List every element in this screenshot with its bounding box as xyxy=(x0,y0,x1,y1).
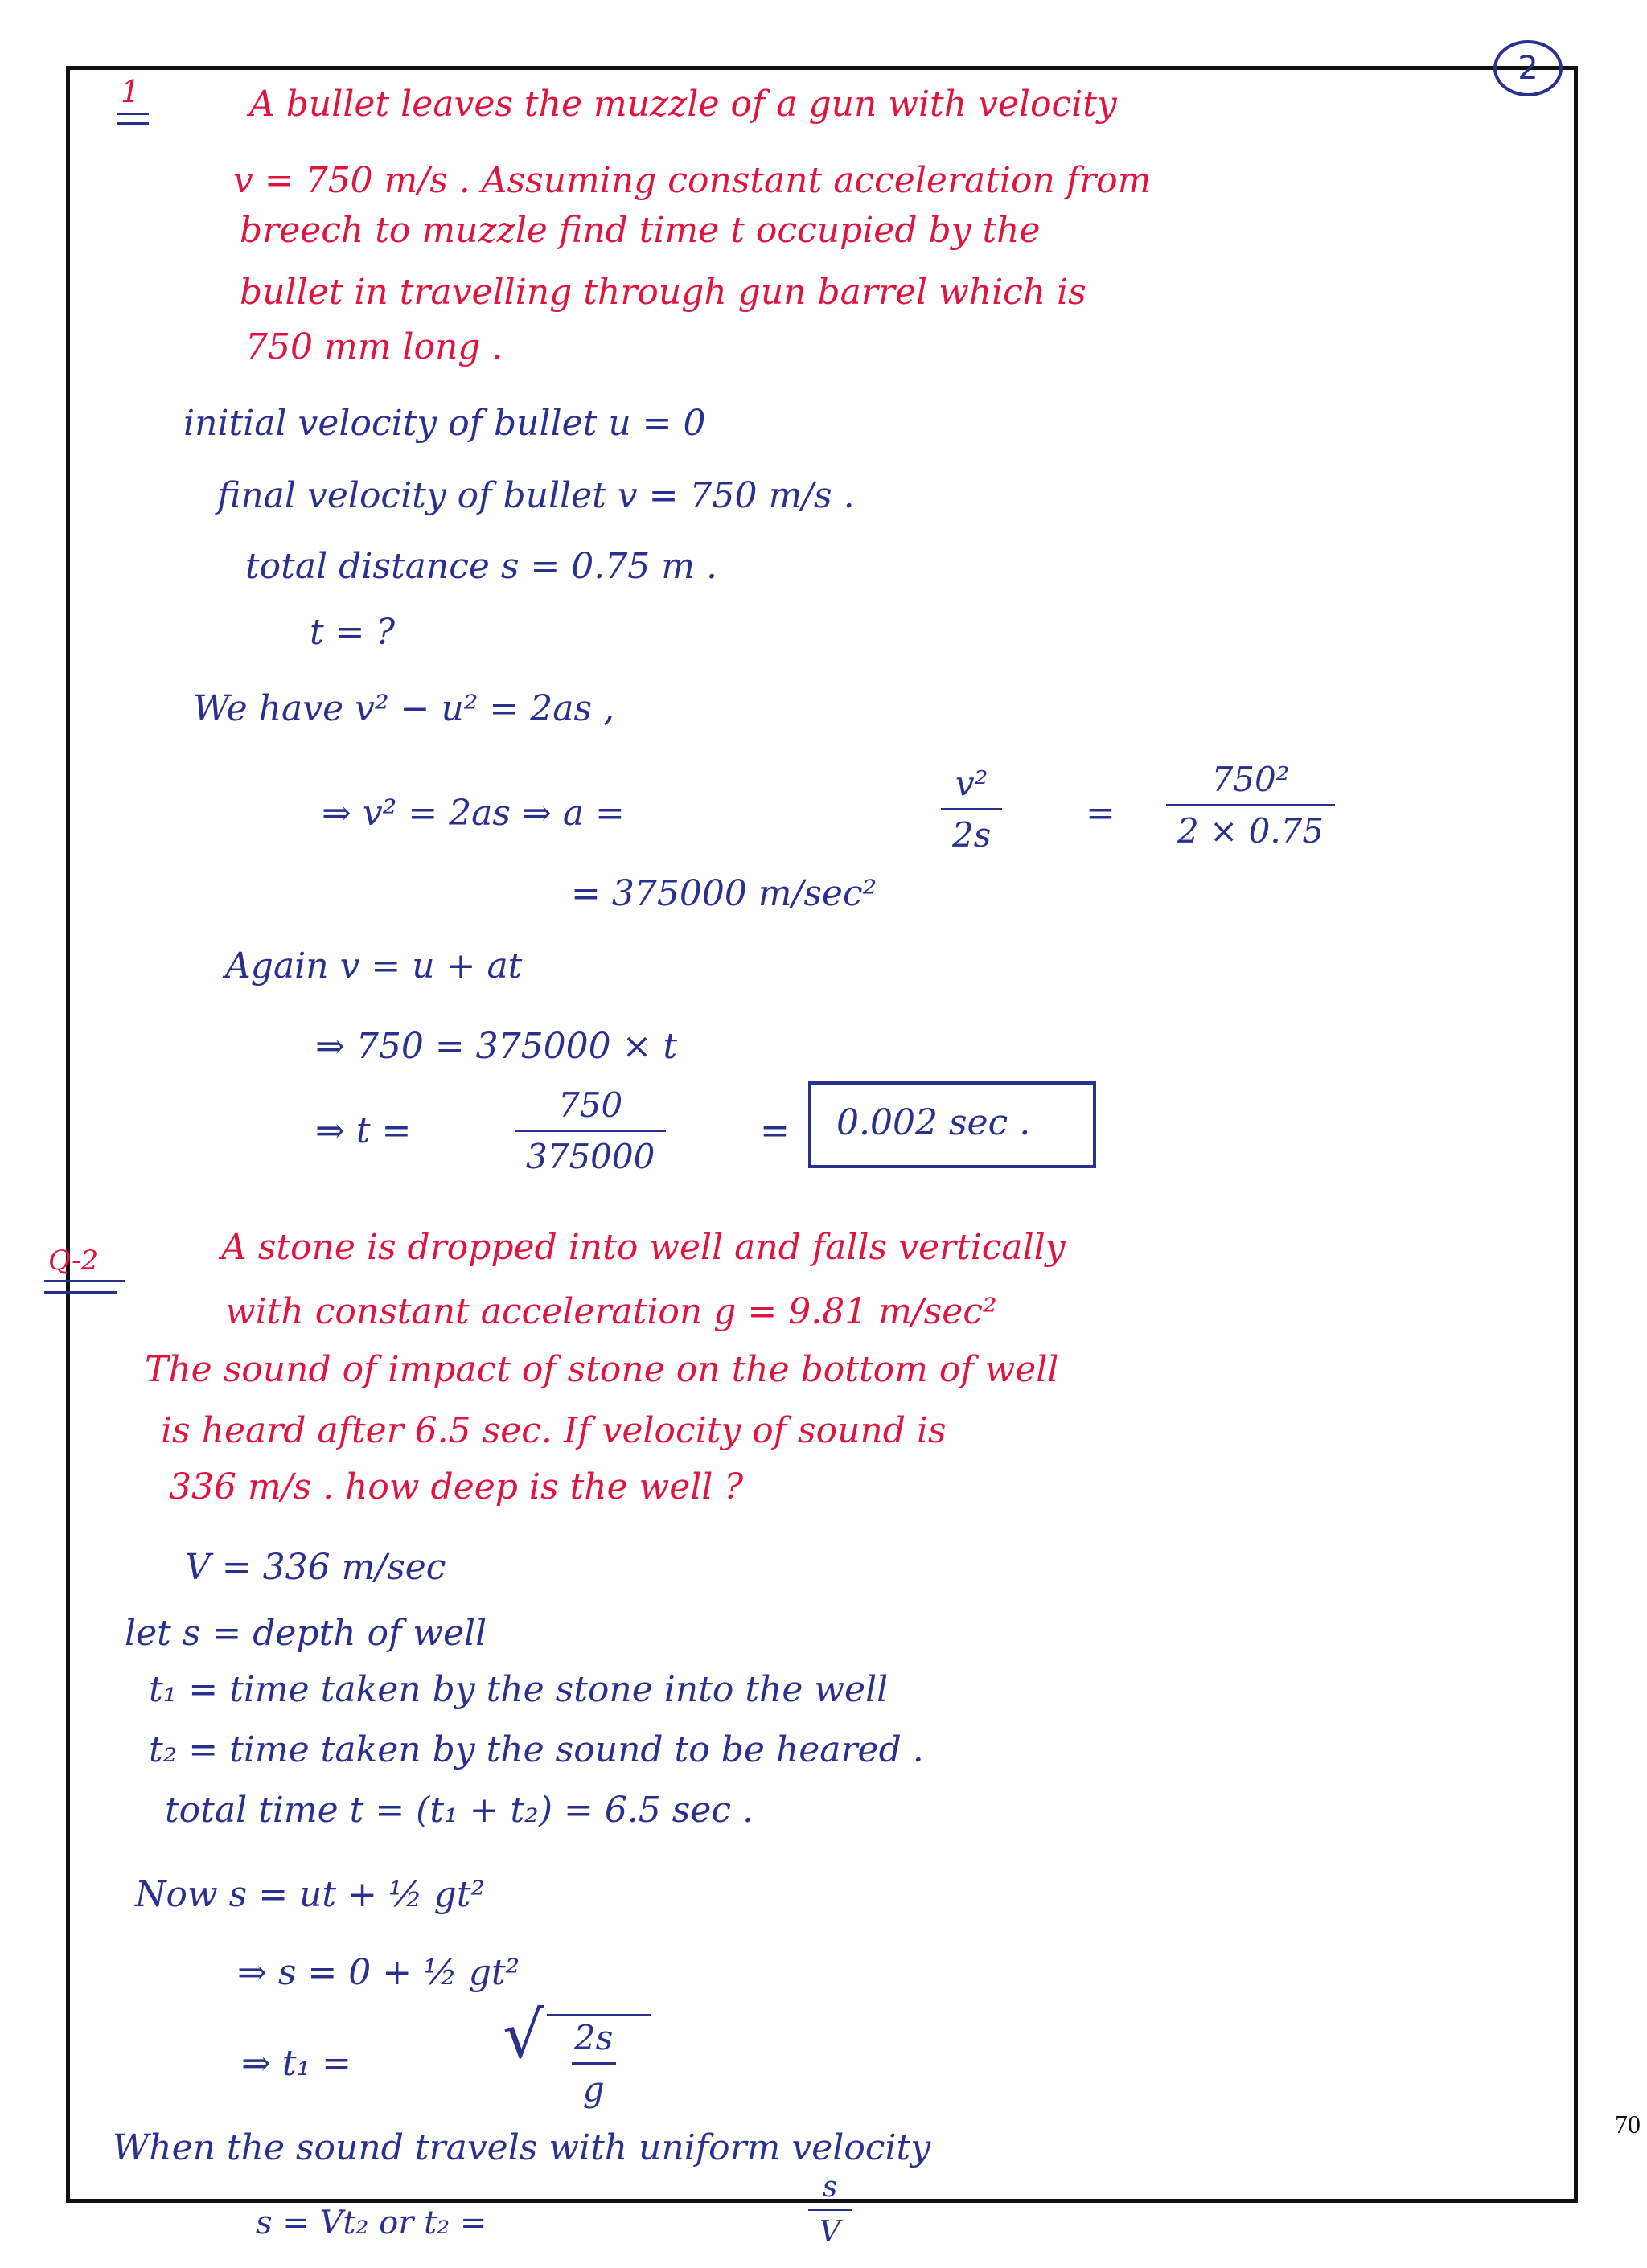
fraction-t2 xyxy=(808,2171,852,2249)
question-1-line-4: bullet in travelling through gun barrel which is xyxy=(240,272,1086,313)
fraction-sqrt-numerator: 2s xyxy=(574,2018,614,2057)
solution-1-line-9: ⇒ 750 = 375000 × t xyxy=(315,1026,678,1067)
solution-1-line-8: Again v = u + at xyxy=(225,945,523,986)
solution-1-line-10: ⇒ t = xyxy=(315,1110,412,1151)
question-1-marker-underline-2 xyxy=(117,122,149,125)
solution-2-line-1: V = 336 m/sec xyxy=(185,1547,446,1588)
fraction-sqrt-denominator: g xyxy=(572,2062,616,2109)
fraction-t2-numerator: s xyxy=(822,2171,838,2204)
question-1-line-2: v = 750 m/s . Assuming constant acceleration from xyxy=(233,160,1152,201)
question-2-line-3: The sound of impact of stone on the bottom of well xyxy=(145,1349,1059,1390)
question-1-line-1: A bullet leaves the muzzle of a gun with velocity xyxy=(249,84,1117,125)
fraction-b-denominator: 2 × 0.75 xyxy=(1166,804,1335,851)
solution-1-line-2: final velocity of bullet v = 750 m/s . xyxy=(217,475,855,516)
question-1-line-5: 750 mm long . xyxy=(245,326,503,367)
equals-sign-2: = xyxy=(760,1110,790,1151)
solution-1-line-7: = 375000 m/sec² xyxy=(571,873,877,914)
solution-1-line-5: We have v² − u² = 2as , xyxy=(193,688,615,729)
question-2-line-4: is heard after 6.5 sec. If velocity of sound is xyxy=(161,1410,947,1451)
question-1-marker: 1 xyxy=(121,74,141,109)
solution-2-line-6: Now s = ut + ½ gt² xyxy=(135,1874,486,1915)
fraction-t-numerator: 750 xyxy=(558,1085,623,1125)
solution-2-line-7: ⇒ s = 0 + ½ gt² xyxy=(237,1952,520,1993)
solution-2-line-9: When the sound travels with uniform velocity xyxy=(113,2127,931,2168)
fraction-t-denominator: 375000 xyxy=(515,1130,666,1176)
question-1-marker-underline xyxy=(117,113,149,115)
fraction-sqrt xyxy=(563,2018,624,2109)
fraction-b-numerator: 750² xyxy=(1211,760,1290,799)
solution-2-line-10: s = Vt₂ or t₂ = xyxy=(256,2204,487,2241)
solution-2-line-5: total time t = (t₁ + t₂) = 6.5 sec . xyxy=(165,1790,754,1831)
fraction-t2-denominator: V xyxy=(808,2209,852,2249)
solution-1-line-6: ⇒ v² = 2as ⇒ a = xyxy=(322,793,625,834)
square-root-sign: √ xyxy=(503,1998,544,2073)
solution-2-line-3: t₁ = time taken by the stone into the well xyxy=(149,1669,889,1710)
answer-1: 0.002 sec . xyxy=(836,1102,1031,1143)
question-1-line-3: breech to muzzle find time t occupied by the xyxy=(240,210,1041,251)
question-2-line-1: A stone is dropped into well and falls vertically xyxy=(221,1227,1066,1268)
fraction-a-denominator: 2s xyxy=(941,808,1002,855)
solution-1-line-3: total distance s = 0.75 m . xyxy=(245,546,717,587)
square-root-bar xyxy=(547,2014,651,2016)
page-circled-number: 2 xyxy=(1493,40,1563,96)
fraction-a-numerator: v² xyxy=(955,764,988,803)
question-2-line-2: with constant acceleration g = 9.81 m/sec² xyxy=(225,1291,997,1332)
solution-2-line-4: t₂ = time taken by the sound to be heared . xyxy=(149,1729,924,1770)
solution-2-line-8: ⇒ t₁ = xyxy=(241,2043,352,2084)
question-2-line-5: 336 m/s . how deep is the well ? xyxy=(169,1466,744,1507)
solution-2-line-2: let s = depth of well xyxy=(125,1613,487,1654)
fraction-b xyxy=(1166,760,1335,851)
question-2-marker-underline xyxy=(44,1280,125,1282)
solution-1-line-1: initial velocity of bullet u = 0 xyxy=(183,403,706,444)
question-2-marker: Q-2 xyxy=(48,1245,99,1277)
solution-1-line-4: t = ? xyxy=(310,612,396,653)
fraction-a xyxy=(941,764,1002,855)
fraction-t xyxy=(515,1085,666,1176)
equals-sign: = xyxy=(1086,793,1115,834)
page-number: 70 xyxy=(1615,2110,1641,2139)
question-2-marker-underline-2 xyxy=(44,1291,117,1294)
